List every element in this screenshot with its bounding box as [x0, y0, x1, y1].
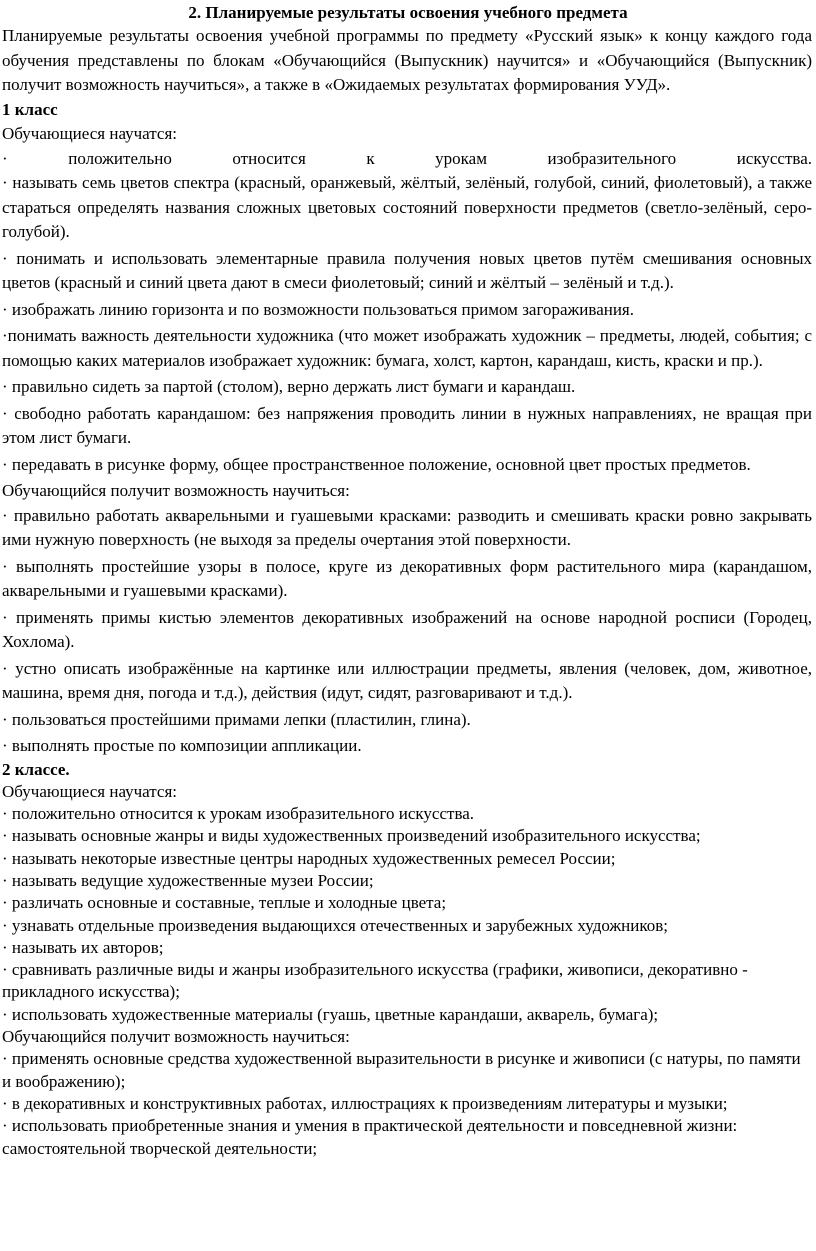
list-item: · правильно сидеть за партой (столом), верно держать лист бумаги и карандаш. — [2, 377, 576, 396]
list-item: · пользоваться простейшими примами лепки (пластилин, глина). — [2, 709, 471, 729]
list-item: · устно описать изображённые на картинке или иллюстрации предметы, явления (человек, дом, животное, машина, время дня, погода и т.д.), действия (идут, сидят, разговаривают и т.д.). — [2, 658, 812, 702]
grade-1-title: 1 класс — [2, 99, 58, 119]
list-item: · свободно работать карандашом: без напряжения проводить линии в нужных направлениях, не вращая при этом лист бумаги. — [2, 403, 812, 447]
grade-1-learn-label: Обучающиеся научатся: — [2, 124, 178, 143]
list-item: · различать основные и составные, теплые и холодные цвета; — [2, 893, 447, 913]
grade-2-section — [0, 759, 816, 1160]
grade-2-title: 2 классе. — [2, 759, 70, 779]
list-item: · сравнивать различные виды и жанры изобразительного искусства (графики, живописи, декоративно - прикладного искусства); — [2, 960, 748, 1002]
list-item: · называть некоторые известные центры народных художественных ремесел России; — [2, 848, 616, 868]
list-item: · применять основные средства художественной выразительности в рисунке и живописи (с натуры, по памяти и воображению); — [2, 1049, 801, 1091]
list-item: · выполнять простейшие узоры в полосе, круге из декоративных форм растительного мира (карандашом, акварельными и гуашевыми красками). — [2, 556, 812, 600]
list-item: · правильно работать акварельными и гуашевыми красками: разводить и смешивать краски ровно закрывать ими нужную поверхность (не выходя за пределы очертания этой поверхности. — [2, 505, 812, 549]
list-item: · использовать художественные материалы (гуашь, цветные карандаши, акварель, бумага); — [2, 1004, 659, 1024]
list-item: · положительно относится к урокам изобразительного искусства. — [2, 148, 812, 168]
grade-1-opportunity-label: Обучающийся получит возможность научиться: — [2, 481, 350, 500]
list-item: · узнавать отдельные произведения выдающихся отечественных и зарубежных художников; — [2, 915, 669, 935]
grade-1-section — [0, 98, 816, 759]
list-item: · называть их авторов; — [2, 937, 164, 957]
list-item: · изображать линию горизонта и по возможности пользоваться примом загораживания. — [2, 299, 635, 319]
list-item: · понимать и использовать элементарные правила получения новых цветов путём смешивания основных цветов (красный и синий цвета дают в смеси фиолетовый; синий и жёлтый – зелёный и т.д.). — [2, 248, 812, 292]
grade-2-opportunity-label: Обучающийся получит возможность научиться: — [2, 1027, 350, 1047]
list-item: · называть ведущие художественные музеи России; — [2, 870, 374, 890]
list-item: · называть семь цветов спектра (красный, оранжевый, жёлтый, зелёный, голубой, синий, фиолетовый), а также стараться определять названия сложных цветовых состояний поверхности предметов (светло-зелёный, серо-голубой). — [2, 173, 812, 241]
list-item: ·понимать важность деятельности художника (что может изображать художник – предметы, людей, события; с помощью каких материалов изображает художник: бумага, холст, картон, карандаш, кисть, краски и пр.). — [2, 326, 812, 370]
list-item: · использовать приобретенные знания и умения в практической деятельности и повседневной жизни: самостоятельной творческой деятельности; — [2, 1116, 738, 1158]
grade-2-learn-label: Обучающиеся научатся: — [2, 781, 178, 801]
intro-paragraph: Планируемые результаты освоения учебной программы по предмету «Русский язык» к концу каждого года обучения представлены по блокам «Обучающийся (Выпускник) научится» и «Обучающийся (Выпускник) получит возможность научиться», а также в «Ожидаемых результатах формирования УУД». — [2, 26, 812, 94]
list-item: · передавать в рисунке форму, общее пространственное положение, основной цвет простых предметов. — [2, 454, 751, 474]
list-item: · положительно относится к урокам изобразительного искусства. — [2, 804, 475, 824]
list-item: · в декоративных и конструктивных работах, иллюстрациях к произведениям литературы и музыки; — [2, 1093, 728, 1113]
list-item: · применять примы кистью элементов декоративных изображений на основе народной росписи (Городец, Хохлома). — [2, 607, 812, 651]
list-item: · выполнять простые по композиции аппликации. — [2, 736, 362, 755]
section-heading: 2. Планируемые результаты освоения учебного предмета — [188, 3, 628, 22]
list-item: · называть основные жанры и виды художественных произведений изобразительного искусства; — [2, 826, 701, 846]
